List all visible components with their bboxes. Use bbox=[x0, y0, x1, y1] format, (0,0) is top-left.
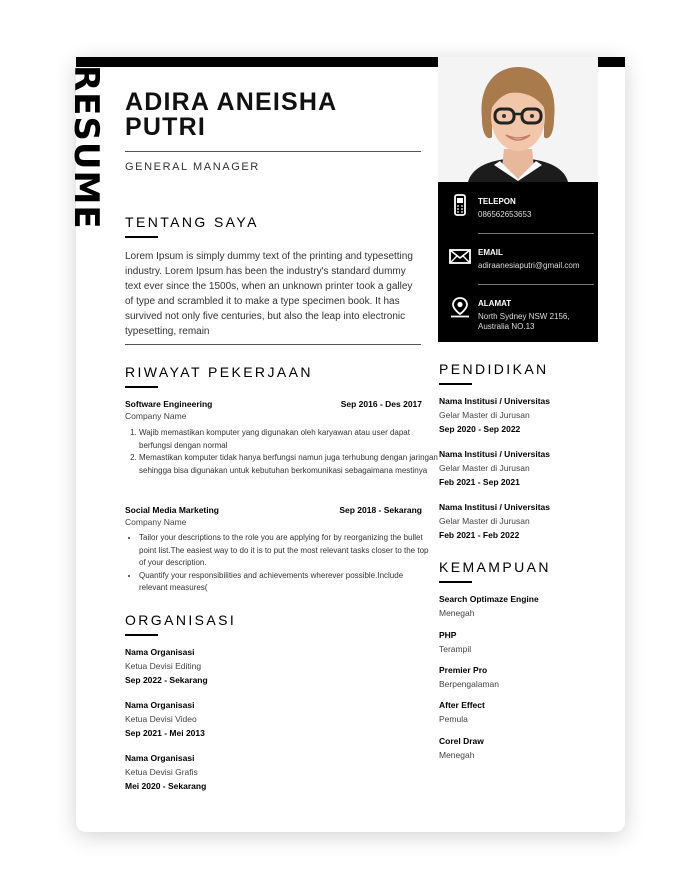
skill-name-5: Corel Draw bbox=[439, 736, 484, 746]
contact-email bbox=[438, 233, 598, 283]
phone-value: 086562653653 bbox=[478, 210, 532, 219]
portrait-illustration bbox=[438, 57, 598, 182]
profile-photo bbox=[438, 57, 598, 182]
list-item: • Tailor your descriptions to the role you are applying for by reorganizing the bullet point list.The easiest way to do it is to put the most relevant tasks closer to the top of your description. bbox=[139, 532, 431, 570]
contact-panel bbox=[438, 182, 598, 342]
phone-icon bbox=[449, 194, 471, 216]
job-duties-2 bbox=[125, 532, 431, 595]
job-duties-1 bbox=[125, 427, 439, 477]
location-icon bbox=[449, 296, 471, 318]
org-role-2: Ketua Devisi Video bbox=[125, 714, 197, 724]
contact-address bbox=[438, 284, 598, 334]
org-role-3: Ketua Devisi Grafis bbox=[125, 767, 198, 777]
org-name-2: Nama Organisasi bbox=[125, 700, 195, 710]
envelope-icon bbox=[449, 245, 471, 267]
list-item: 2. Memastikan komputer tidak hanya berfungsi namun juga terhubung dengan jaringan sehingga bisa digunakan untuk kebutuhan berkomunikasi sebagaimana mestinya bbox=[139, 452, 439, 477]
person-name: ADIRA ANEISHA PUTRI bbox=[125, 88, 337, 141]
org-date-2: Sep 2021 - Mei 2013 bbox=[125, 728, 205, 738]
heading-underline bbox=[125, 634, 158, 636]
org-role-1: Ketua Devisi Editing bbox=[125, 661, 202, 671]
list-item: • Quantify your responsibilities and achievements wherever possible.Include relevant measures( bbox=[139, 570, 431, 595]
skill-name-2: PHP bbox=[439, 630, 457, 640]
heading-underline bbox=[439, 581, 472, 583]
phone-label: TELEPON bbox=[478, 197, 516, 206]
about-text: Lorem Ipsum is simply dummy text of the printing and typesetting industry. Lorem Ipsum has been the industry's standard dummy text ever since the 1500s, when an unknown printer took a galley of type and scrambled it to make a type specimen book. It has survived not only five centuries, but also the leap into electronic typesetting, remain bbox=[125, 251, 413, 337]
job-company-1: Company Name bbox=[125, 411, 187, 421]
skill-name-4: After Effect bbox=[439, 700, 485, 710]
heading-underline bbox=[439, 383, 472, 385]
org-name-3: Nama Organisasi bbox=[125, 753, 195, 763]
edu-degree-2: Gelar Master di Jurusan bbox=[439, 463, 530, 473]
org-date-1: Sep 2022 - Sekarang bbox=[125, 675, 208, 685]
edu-school-1: Nama Institusi / Universitas bbox=[439, 396, 551, 406]
skill-level-4: Pemula bbox=[439, 714, 468, 724]
edu-date-1: Sep 2020 - Sep 2022 bbox=[439, 424, 521, 434]
divider bbox=[125, 344, 421, 345]
contact-phone bbox=[438, 182, 598, 232]
job-company-2: Company Name bbox=[125, 517, 187, 527]
address-value: North Sydney NSW 2156, Australia NO.13 bbox=[478, 312, 570, 331]
address-label: ALAMAT bbox=[478, 299, 512, 308]
organization-heading: ORGANISASI bbox=[125, 612, 237, 628]
job-date-1: Sep 2016 - Des 2017 bbox=[340, 399, 422, 409]
email-value: adiraanesiaputri@gmail.com bbox=[478, 261, 580, 270]
edu-date-3: Feb 2021 - Feb 2022 bbox=[439, 530, 520, 540]
skill-name-1: Search Optimaze Engine bbox=[439, 594, 539, 604]
skill-level-3: Berpengalaman bbox=[439, 679, 500, 689]
job-date-2: Sep 2018 - Sekarang bbox=[339, 505, 422, 515]
org-name-1: Nama Organisasi bbox=[125, 647, 195, 657]
edu-school-3: Nama Institusi / Universitas bbox=[439, 502, 551, 512]
heading-underline bbox=[125, 386, 158, 388]
job-title-2: Social Media Marketing bbox=[125, 505, 219, 515]
skill-level-1: Menegah bbox=[439, 608, 475, 618]
divider bbox=[125, 151, 421, 152]
edu-degree-1: Gelar Master di Jurusan bbox=[439, 410, 530, 420]
resume-sheet bbox=[66, 57, 625, 832]
about-heading: TENTANG SAYA bbox=[125, 214, 259, 230]
email-label: EMAIL bbox=[478, 248, 503, 257]
edu-date-2: Feb 2021 - Sep 2021 bbox=[439, 477, 520, 487]
skill-level-2: Terampil bbox=[439, 644, 472, 654]
edu-school-2: Nama Institusi / Universitas bbox=[439, 449, 551, 459]
education-heading: PENDIDIKAN bbox=[439, 361, 549, 377]
skill-name-3: Premier Pro bbox=[439, 665, 488, 675]
job-title: GENERAL MANAGER bbox=[125, 161, 260, 173]
resume-label: RESUME bbox=[66, 65, 106, 230]
skill-level-5: Menegah bbox=[439, 750, 475, 760]
org-date-3: Mei 2020 - Sekarang bbox=[125, 781, 207, 791]
list-item: 1. Wajib memastikan komputer yang digunakan oleh karyawan atau user dapat berfungsi dengan normal bbox=[139, 427, 439, 452]
skills-heading: KEMAMPUAN bbox=[439, 559, 551, 575]
work-heading: RIWAYAT PEKERJAAN bbox=[125, 364, 313, 380]
job-title-1: Software Engineering bbox=[125, 399, 213, 409]
resume-vertical-title bbox=[66, 65, 112, 235]
edu-degree-3: Gelar Master di Jurusan bbox=[439, 516, 530, 526]
heading-underline bbox=[125, 236, 158, 238]
